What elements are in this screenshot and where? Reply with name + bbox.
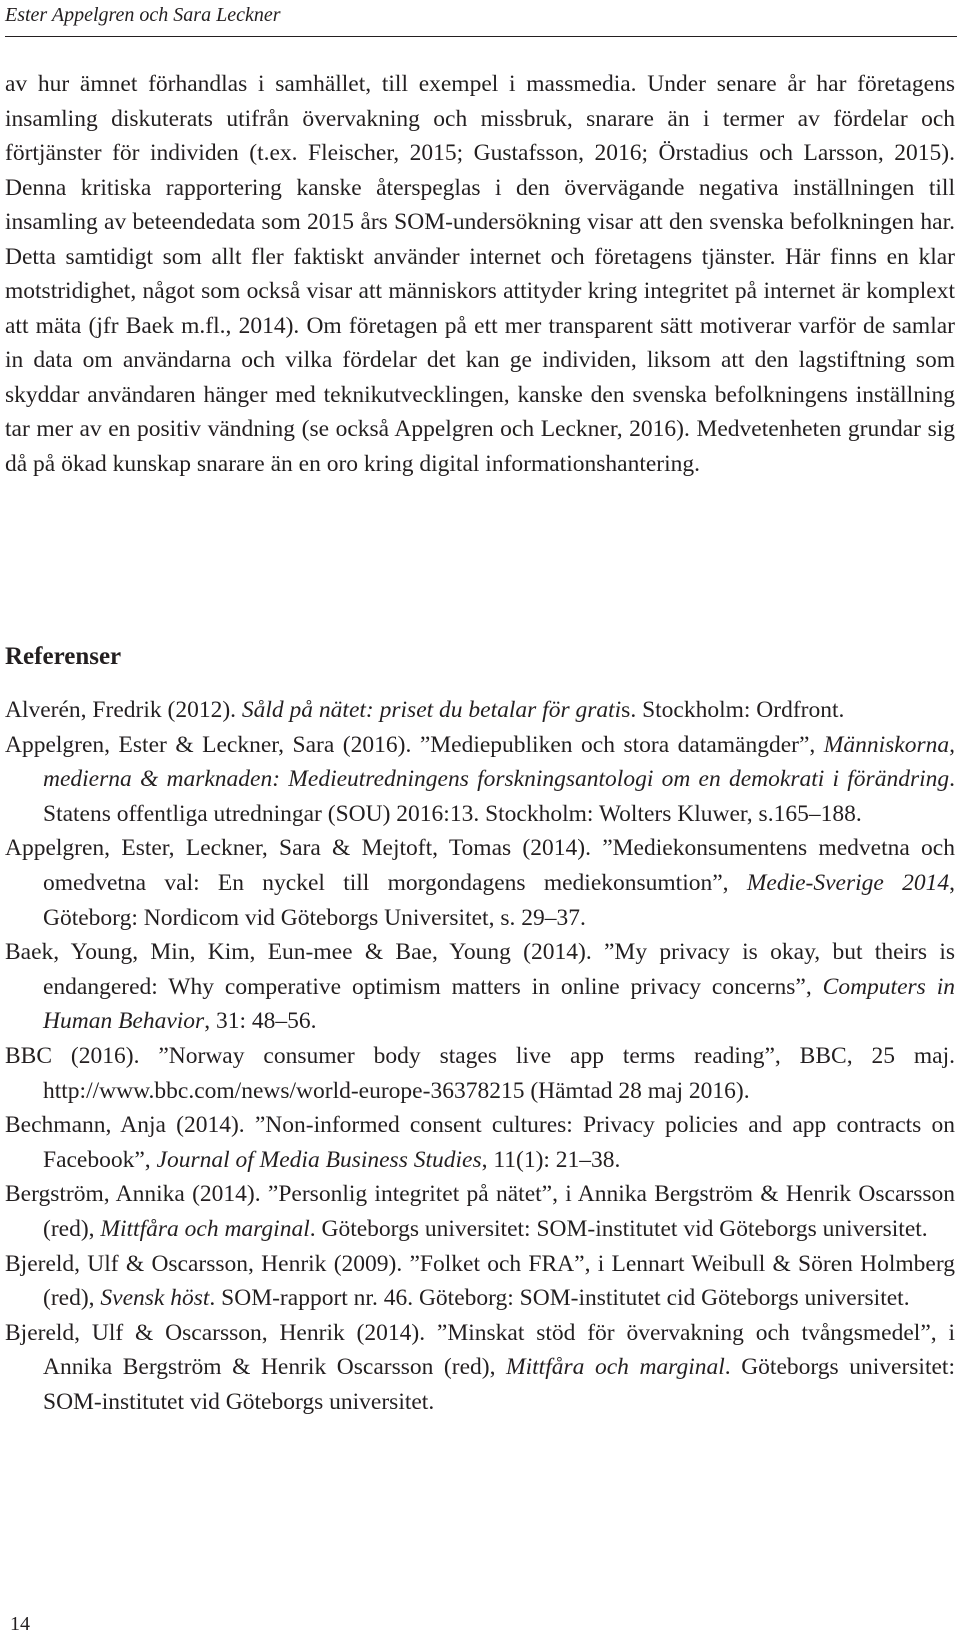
reference-item: Bjereld, Ulf & Oscarsson, Henrik (2009). ”Folket och FRA”, i Lennart Weibull & Sören Holmberg (red), Svensk höst. SOM-rapport nr. 46. Göteborg: SOM-institutet cid Göteborgs universitet. xyxy=(5,1250,955,1312)
header-rule xyxy=(5,36,957,37)
page-number: 14 xyxy=(10,1613,30,1635)
reference-item: Bergström, Annika (2014). ”Personlig integritet på nätet”, i Annika Bergström & Henrik Oscarsson (red), Mittfåra och marginal. Göteborgs universitet: SOM-institutet vid Göteborgs universitet. xyxy=(5,1181,955,1242)
running-head: Ester Appelgren och Sara Leckner xyxy=(5,4,281,26)
references-heading: Referenser xyxy=(5,643,122,670)
body-text xyxy=(5,67,955,481)
reference-item: Appelgren, Ester, Leckner, Sara & Mejtoft, Tomas (2014). ”Mediekonsumentens medvetna och omedvetna val: En nyckel till morgondagens mediekonsumtion”, Medie-Sverige 2014, Göteborg: Nordicom vid Göteborgs Universitet, s. 29–37. xyxy=(5,835,955,931)
reference-item: Bjereld, Ulf & Oscarsson, Henrik (2014). ”Minskat stöd för övervakning och tvångsmedel”, i Annika Bergström & Henrik Oscarsson (red), Mittfåra och marginal. Göteborgs universitet: SOM-institutet vid Göteborgs universitet. xyxy=(5,1319,955,1415)
reference-item: Bechmann, Anja (2014). ”Non-informed consent cultures: Privacy policies and app contracts on Facebook”, Journal of Media Business Studies, 11(1): 21–38. xyxy=(5,1112,955,1173)
references-list xyxy=(5,693,955,1419)
reference-item: Baek, Young, Min, Kim, Eun-mee & Bae, Young (2014). ”My privacy is okay, but theirs is endangered: Why comperative optimism matters in online privacy concerns”, Computers in Human Behavior, 31: 48–56. xyxy=(5,939,955,1035)
body-paragraph: av hur ämnet förhandlas i samhället, till exempel i massmedia. Under senare år har företagens insamling diskuterats utifrån övervakning och missbruk, snarare än i termer av fördelar och förtjänster för individen (t.ex. Fleischer, 2015; Gustafsson, 2016; Örstadius och Larsson, 2015). Denna kritiska rapportering kanske återspeglas i den övervägande negativa inställningen till insamling av beteendedata som 2015 års SOM-undersökning visar att den svenska befolkningen har. Detta samtidigt som allt fler faktiskt använder internet och företagens tjänster. Här finns en klar motstridighet, något som också visar att människors attityder kring integritet på internet är komplext att mäta (jfr Baek m.fl., 2014). Om företagen på ett mer transparent sätt motiverar varför de samlar in data om användarna och vilka fördelar det kan ge individen, liksom att den lagstiftning som skyddar användaren hänger med teknikutvecklingen, kanske den svenska befolkningens inställning tar mer av en positiv vändning (se också Appelgren och Leckner, 2016). Medvetenheten grundar sig då på ökad kunskap snarare än en oro kring digital informationshantering. xyxy=(5,71,955,477)
reference-item: BBC (2016). ”Norway consumer body stages live app terms reading”, BBC, 25 maj. http://www.bbc.com/news/world-europe-36378215 (Hämtad 28 maj 2016). xyxy=(5,1042,955,1104)
reference-item: Appelgren, Ester & Leckner, Sara (2016). ”Mediepubliken och stora datamängder”, Människorna, medierna & marknaden: Medieutredningens forskningsantologi om en demokrati i förändring. Statens offentliga utredningar (SOU) 2016:13. Stockholm: Wolters Kluwer, s.165–188. xyxy=(5,731,955,827)
reference-item: Alverén, Fredrik (2012). Såld på nätet: priset du betalar för gratis. Stockholm: Ordfront. xyxy=(5,697,845,723)
